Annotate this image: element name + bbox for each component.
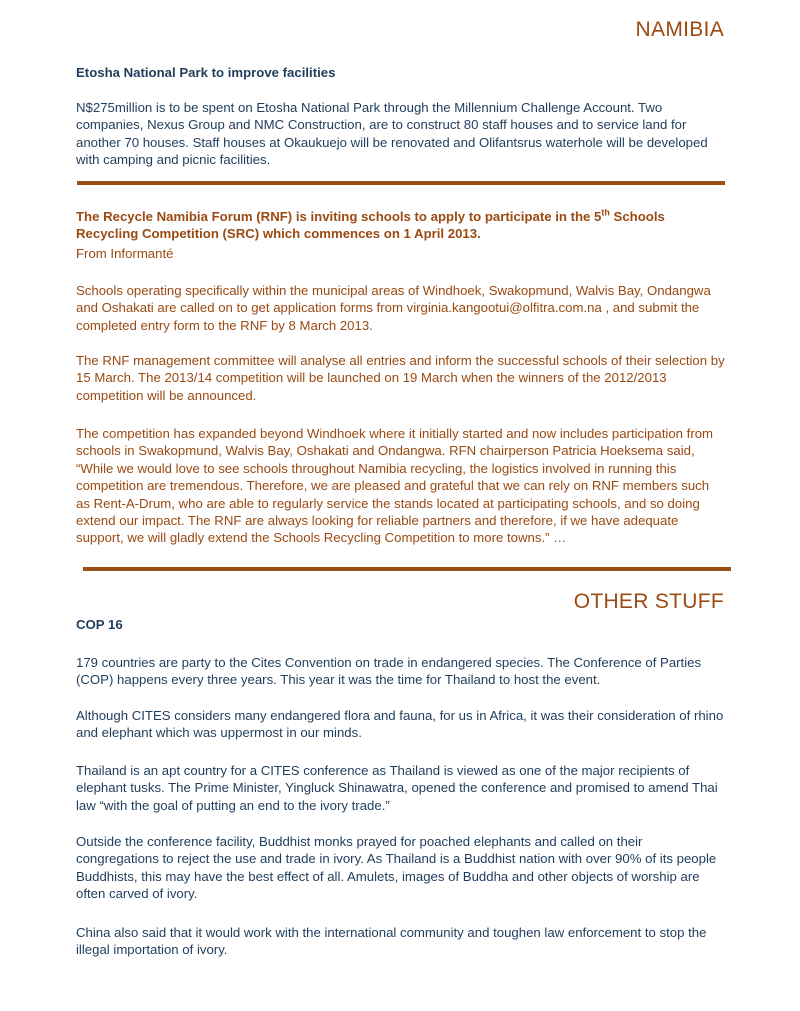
recycle-paragraph-2: The RNF management committee will analyse all entries and inform the successful schools of their selection by 15 March. The 2013/14 competition will be launched on 19 March when the winners of the 2012/2013 competition will be announced. bbox=[76, 353, 725, 403]
etosha-body: N$275million is to be spent on Etosha National Park through the Millennium Challenge Account. Two companies, Nexus Group and NMC Construction, are to construct 80 staff houses and to service land for another 70 houses. Staff houses at Okaukuejo will be renovated and Olifantsrus waterhole will be developed with camping and picnic facilities. bbox=[76, 100, 708, 168]
recycle-paragraph-3: The competition has expanded beyond Windhoek where it initially started and now includes participation from schools in Swakopmund, Walvis Bay, Oshakati and Ondangwa. RFN chairperson Patricia Hoeksema said, “While we would love to see schools throughout Namibia recycling, the logistics involved in running this competition are tremendous. Therefore, we are pleased and grateful that we can rely on RNF members such as Rent-A-Drum, who are able to regularly service the stands located at participating schools, and so doing extend our impact. The RNF are always looking for reliable partners and therefore, if we have adequate support, we will gladly extend the Schools Recycling Competition to more towns.” … bbox=[76, 426, 714, 546]
cop16-paragraph-3: Thailand is an apt country for a CITES conference as Thailand is viewed as one of the major recipients of elephant tusks. The Prime Minister, Yingluck Shinawatra, opened the conference and promised to amend Thai law “with the goal of putting an end to the ivory trade.” bbox=[76, 763, 718, 813]
section-divider bbox=[77, 181, 725, 185]
recycle-heading bbox=[76, 208, 726, 243]
cop16-heading: COP 16 bbox=[76, 617, 123, 632]
cop16-paragraph-4: Outside the conference facility, Buddhist monks prayed for poached elephants and called on their congregations to reject the use and trade in ivory. As Thailand is a Buddhist nation with over 90% of its people Buddhists, this may have the best effect of all. Amulets, images of Buddha and other objects of worship are often carved of ivory. bbox=[76, 834, 717, 902]
etosha-heading: Etosha National Park to improve facilities bbox=[76, 65, 336, 80]
recycle-paragraph-1: Schools operating specifically within the municipal areas of Windhoek, Swakopmund, Walvis Bay, Ondangwa and Oshakati are called on to get application forms from virginia.kangootui@olfitra.com.na , and submit the completed entry form to the RNF by 8 March 2013. bbox=[76, 283, 711, 333]
cop16-paragraph-1: 179 countries are party to the Cites Convention on trade in endangered species. The Conference of Parties (COP) happens every three years. This year it was the time for Thailand to host the event. bbox=[76, 655, 702, 688]
section-title-other-stuff: OTHER STUFF bbox=[573, 590, 724, 613]
section-divider bbox=[83, 567, 731, 571]
recycle-source: From Informanté bbox=[76, 246, 174, 261]
recycle-heading-sup: th bbox=[601, 207, 610, 218]
recycle-heading-part2: Schools Recycling Competition (SRC) which commences on 1 April 2013. bbox=[76, 209, 665, 242]
cop16-paragraph-5: China also said that it would work with the international community and toughen law enforcement to stop the illegal importation of ivory. bbox=[76, 925, 707, 958]
cop16-paragraph-2: Although CITES considers many endangered flora and fauna, for us in Africa, it was their consideration of rhino and elephant which was uppermost in our minds. bbox=[76, 708, 724, 741]
section-title-namibia: NAMIBIA bbox=[635, 18, 724, 41]
recycle-heading-part1: The Recycle Namibia Forum (RNF) is inviting schools to apply to participate in the 5 bbox=[76, 209, 602, 224]
